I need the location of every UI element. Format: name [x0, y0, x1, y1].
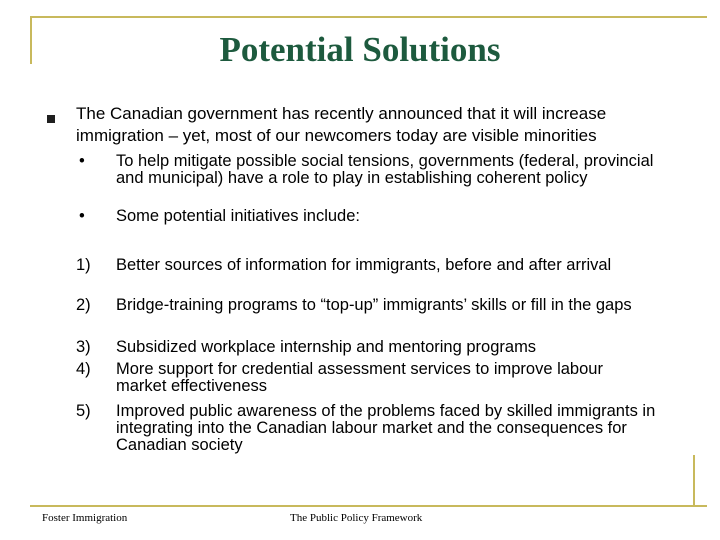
initiative-number: 4)	[76, 360, 91, 378]
bottom-rule	[30, 505, 707, 507]
footer-left: Foster Immigration	[42, 512, 128, 524]
initiative-number: 3)	[76, 338, 91, 356]
initiative-number: 5)	[76, 402, 91, 420]
main-bullet-text: The Canadian government has recently announced that it will increase immigration – yet, most of our newcomers today are visible minorities	[76, 104, 607, 145]
initiative-number: 1)	[76, 256, 91, 274]
right-rule	[693, 455, 695, 507]
initiative-text: More support for credential assessment services to improve labour market effectiveness	[116, 360, 603, 395]
footer-center: The Public Policy Framework	[290, 512, 423, 524]
sub-bullet-marker: •	[79, 152, 85, 170]
square-bullet-icon	[47, 115, 55, 123]
initiative-text: Subsidized workplace internship and mentoring programs	[116, 338, 537, 356]
top-rule	[30, 16, 707, 18]
slide-title: Potential Solutions	[219, 30, 501, 69]
initiative-number: 2)	[76, 296, 91, 314]
sub-bullet-text: To help mitigate possible social tensions, governments (federal, provincial and municipal) have a role to play in establishing coherent policy	[116, 152, 654, 187]
initiative-text: Improved public awareness of the problems faced by skilled immigrants in integrating into the Canadian labour market and the consequences for Canadian society	[116, 402, 656, 454]
sub-bullet-marker: •	[79, 207, 85, 225]
sub-bullet-text: Some potential initiatives include:	[116, 207, 360, 225]
initiative-text: Better sources of information for immigrants, before and after arrival	[116, 256, 612, 274]
initiative-text: Bridge-training programs to “top-up” immigrants’ skills or fill in the gaps	[116, 296, 632, 314]
